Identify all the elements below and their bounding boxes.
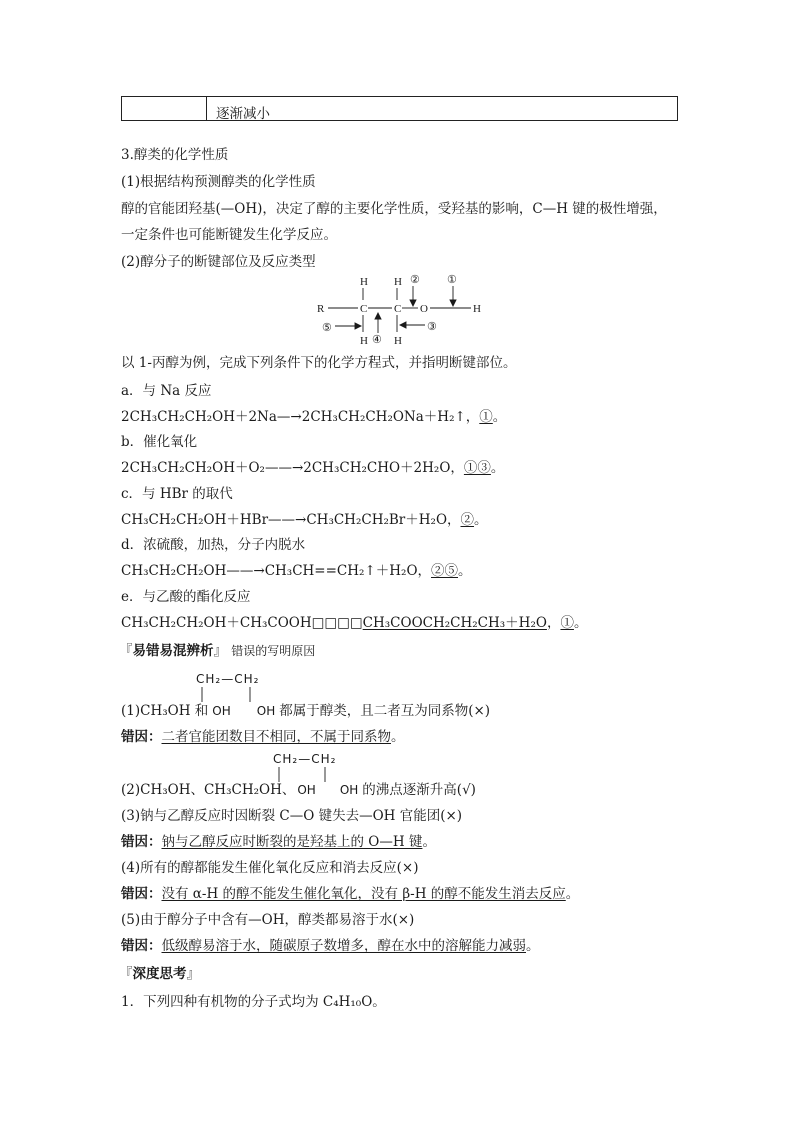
error-reason-4: 错因：没有 α-H 的醇不能发生催化氧化，没有 β-H 的醇不能发生消去反应。 [121, 886, 580, 902]
reaction-d-answer: ②⑤ [431, 563, 459, 579]
reaction-d-equation: CH₃CH₂CH₂OH——→CH₃CH==CH₂↑＋H₂O，②⑤。 [121, 563, 472, 579]
atom-R: R [317, 303, 325, 315]
error-reason-1: 错因：二者官能团数目不相同，不属于同系物。 [121, 729, 405, 745]
reaction-e-equation: CH₃CH₂CH₂OH＋CH₃COOH□□□□CH₃COOCH₂CH₂CH₃＋H₂O，①。 [121, 615, 588, 631]
error-section-tag: 『易错易混辨析』 [119, 643, 227, 659]
struct-1-bonds [198, 686, 258, 704]
subsection-2: (2)醇分子的断键部位及反应类型 [121, 254, 316, 270]
reaction-b-equation: 2CH₃CH₂CH₂OH＋O₂——→2CH₃CH₂CHO＋2H₂O，①③。 [121, 460, 505, 476]
label-bond-2: ② [410, 274, 420, 286]
error-item-1: (1)CH₃OH 和 OH OH 都属于醇类，且二者互为同系物(×) [121, 703, 491, 719]
atom-H-top-1: H [360, 276, 368, 288]
atom-H-bottom-2: H [394, 335, 402, 347]
question-1: 1．下列四种有机物的分子式均为 C₄H₁₀O。 [121, 994, 386, 1010]
atom-H-hydroxyl: H [473, 303, 481, 315]
subsection-1: (1)根据结构预测醇类的化学性质 [121, 174, 316, 190]
error-item-2: (2)CH₃OH、CH₃CH₂OH、 OH OH 的沸点逐渐升高(√) [121, 782, 476, 798]
atom-H-bottom-1: H [360, 335, 368, 347]
section-title: 3.醇类的化学性质 [121, 147, 229, 163]
reaction-e-label: e．与乙酸的酯化反应 [121, 589, 251, 605]
reaction-c-answer: ② [460, 512, 475, 528]
reaction-a-equation: 2CH₃CH₂CH₂OH＋2Na—→2CH₃CH₂CH₂ONa＋H₂↑，①。 [121, 409, 507, 425]
paragraph-line-1: 醇的官能团羟基(—OH)，决定了醇的主要化学性质，受羟基的影响，C—H 键的极性增强， [121, 201, 667, 217]
error-item-5: (5)由于醇分子中含有—OH，醇类都易溶于水(×) [121, 912, 415, 928]
error-section-desc: 错误的写明原因 [231, 644, 316, 658]
error-section-header [119, 645, 315, 659]
label-bond-1: ① [447, 274, 457, 286]
error-reason-3: 错因：钠与乙醇反应时断裂的是羟基上的 O—H 键。 [121, 834, 436, 850]
error-item-3: (3)钠与乙醇反应时因断裂 C—O 键失去—OH 官能团(×) [121, 808, 463, 824]
reaction-e-answer: ① [560, 615, 574, 631]
error-reason-5: 错因：低级醇易溶于水，随碳原子数增多，醇在水中的溶解能力减弱。 [121, 938, 540, 954]
error-item-4: (4)所有的醇都能发生催化氧化反应和消去反应(×) [121, 860, 419, 876]
reaction-c-equation: CH₃CH₂CH₂OH＋HBr——→CH₃CH₂CH₂Br＋H₂O，②。 [121, 512, 488, 528]
table-cell-value: 逐渐减小 [216, 106, 270, 122]
reaction-d-label: d．浓硫酸，加热，分子内脱水 [121, 537, 306, 553]
reaction-c-label: c．与 HBr 的取代 [121, 486, 233, 502]
ethylene-glycol-struct-2: CH₂—CH₂ [273, 752, 337, 766]
intro-text: 以 1-丙醇为例，完成下列条件下的化学方程式，并指明断键部位。 [121, 355, 517, 371]
reaction-b-answer: ①③ [463, 460, 491, 476]
table-cell-empty [122, 97, 207, 120]
ethylene-glycol-struct-1: CH₂—CH₂ [196, 672, 260, 686]
deep-thinking-header [119, 968, 200, 982]
reaction-e-product: CH₃COOCH₂CH₂CH₃＋H₂O [362, 615, 547, 631]
atom-H-top-2: H [394, 276, 402, 288]
atom-C-1: C [360, 303, 368, 315]
reaction-a-answer: ① [479, 409, 493, 425]
reaction-a-label: a．与 Na 反应 [121, 383, 212, 399]
label-bond-5: ⑤ [322, 322, 332, 334]
paragraph-line-2: 一定条件也可能断键发生化学反应。 [121, 227, 337, 243]
atom-C-2: C [394, 303, 402, 315]
atom-O: O [420, 303, 428, 315]
reaction-b-label: b．催化氧化 [121, 434, 198, 450]
deep-thinking-tag: 『深度思考』 [119, 966, 200, 982]
property-table [121, 96, 678, 121]
bond-cleavage-diagram [310, 268, 510, 353]
label-bond-4: ④ [372, 334, 382, 346]
label-bond-3: ③ [427, 321, 437, 333]
